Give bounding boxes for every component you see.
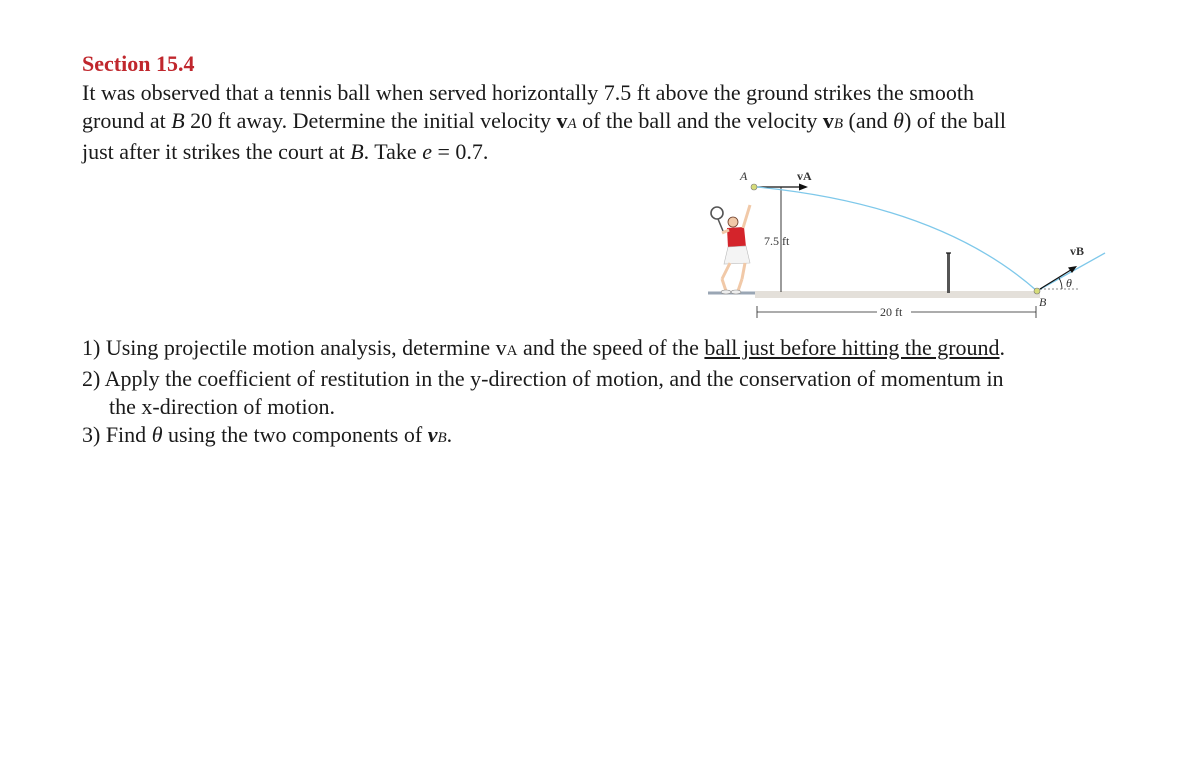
- step-2: 2) Apply the coefficient of restitution in the y-direction of motion, and the conservation of momentum in: [82, 366, 1004, 391]
- label-vb: vB: [1070, 244, 1085, 258]
- step-3: 3) Find θ using the two components of vB.: [82, 422, 453, 447]
- label-theta: θ: [1066, 276, 1072, 290]
- problem-line-3: just after it strikes the court at B. Take e = 0.7.: [82, 139, 489, 164]
- problem-line-2: ground at B 20 ft away. Determine the initial velocity vA of the ball and the velocity vB (and θ) of the ball: [82, 108, 1006, 133]
- problem-line-1: It was observed that a tennis ball when served horizontally 7.5 ft above the ground strikes the smooth: [82, 80, 975, 105]
- problem-statement: [82, 79, 1122, 166]
- tennis-player-icon: [711, 205, 750, 294]
- net-post: [947, 253, 950, 293]
- section-title: Section 15.4: [82, 51, 195, 76]
- label-distance: 20 ft: [880, 305, 903, 319]
- tennis-serve-figure: [700, 165, 1120, 325]
- step-2-cont: the x-direction of motion.: [109, 394, 336, 419]
- label-a: A: [740, 169, 748, 183]
- label-b: B: [1039, 295, 1047, 309]
- tennis-ball-b: [1034, 288, 1040, 294]
- step-1: 1) Using projectile motion analysis, determine vA and the speed of the ball just before hitting the ground.: [82, 335, 1006, 360]
- court-ground: [755, 291, 1040, 298]
- arrow-va-icon: [799, 184, 808, 191]
- label-height: 7.5 ft: [764, 234, 790, 248]
- tennis-ball-a: [751, 184, 757, 190]
- ball-trajectory: [757, 187, 1037, 291]
- label-va: vA: [797, 169, 812, 183]
- solution-steps: [82, 334, 1142, 452]
